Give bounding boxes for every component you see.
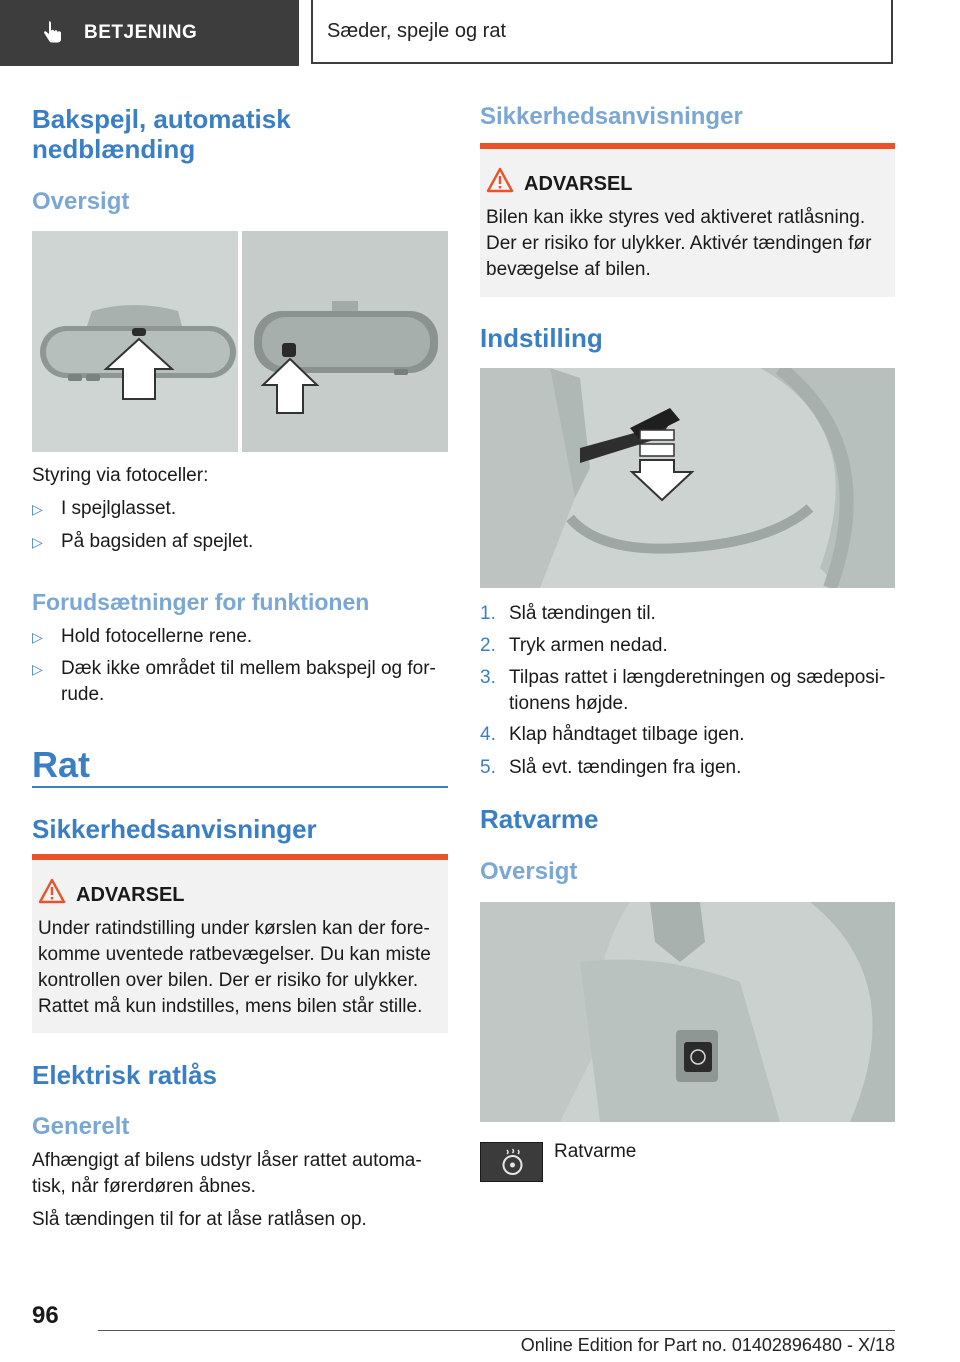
control-text: Styring via fotoceller: bbox=[32, 465, 209, 486]
control-bullet-1 bbox=[32, 496, 176, 522]
prereq-bullet-2-cont: rude. bbox=[61, 684, 105, 705]
step-4 bbox=[480, 722, 745, 748]
lock-heading: Elektrisk ratlås bbox=[32, 1060, 218, 1090]
steering-heating-photo bbox=[480, 902, 895, 1122]
rat-rule bbox=[32, 786, 448, 788]
bullet-text: På bagsiden af spejlet. bbox=[61, 531, 254, 552]
warning-title: ADVARSEL bbox=[524, 173, 633, 195]
step-number: 2. bbox=[480, 635, 496, 656]
warning-text bbox=[38, 916, 438, 1020]
bullet-text: Hold fotocellerne rene. bbox=[61, 626, 253, 647]
chapter-title: Sæder, spejle og rat bbox=[311, 0, 893, 64]
warning-title: ADVARSEL bbox=[76, 884, 185, 906]
prereq-bullet-1 bbox=[32, 624, 252, 650]
left-warning-box bbox=[32, 854, 448, 1033]
bullet-triangle-icon: ▷ bbox=[32, 534, 43, 550]
edition-text: Online Edition for Part no. 01402896480 - X/18 bbox=[520, 1335, 895, 1355]
mirror-heading-line1: Bakspejl, automatisk bbox=[32, 104, 291, 134]
control-bullet-2 bbox=[32, 529, 253, 555]
mirror-photo bbox=[32, 231, 448, 452]
page-number: 96 bbox=[32, 1302, 59, 1329]
steering-heat-icon bbox=[481, 1143, 543, 1182]
warning-line: Under ratindstilling under kørslen kan der fore- bbox=[38, 918, 430, 939]
heating-button-caption: Ratvarme bbox=[554, 1141, 637, 1162]
page-header bbox=[0, 0, 960, 66]
step-number: 1. bbox=[480, 603, 496, 624]
adjust-heading: Indstilling bbox=[480, 323, 603, 353]
steering-adjust-photo bbox=[480, 368, 895, 588]
prereq-heading: Forudsætninger for funktionen bbox=[32, 589, 370, 615]
mirror-heading-line2: nedblænding bbox=[32, 134, 196, 164]
unlock-text: Slå tændingen til for at låse ratlåsen op. bbox=[32, 1209, 367, 1230]
steering-lever-illustration bbox=[480, 368, 895, 588]
general-line: Afhængigt af bilens udstyr låser rattet automa- bbox=[32, 1150, 422, 1171]
step-1 bbox=[480, 601, 656, 627]
rat-heading: Rat bbox=[32, 744, 91, 785]
heating-heading: Ratvarme bbox=[480, 804, 599, 834]
bullet-triangle-icon: ▷ bbox=[32, 501, 43, 517]
step-3 bbox=[480, 665, 899, 691]
section-tab-label: BETJENING bbox=[84, 22, 198, 43]
warning-text bbox=[486, 205, 886, 283]
warning-line: Rattet må kun indstilles, mens bilen står stille. bbox=[38, 996, 423, 1017]
step-text: Slå tændingen til. bbox=[509, 603, 656, 624]
heating-overview-heading: Oversigt bbox=[480, 858, 578, 885]
mirror-heading bbox=[32, 104, 448, 164]
step-text: Tryk armen nedad. bbox=[509, 635, 668, 656]
warning-triangle-icon bbox=[38, 878, 66, 904]
step-3-cont: tionens højde. bbox=[509, 693, 629, 714]
rearview-mirror-illustration bbox=[32, 231, 448, 452]
section-tab bbox=[0, 0, 299, 66]
step-number: 3. bbox=[480, 667, 496, 688]
bullet-triangle-icon: ▷ bbox=[32, 661, 43, 677]
warning-line: kontrollen over bilen. Der er risiko for ulykker. bbox=[38, 970, 419, 991]
footer-rule bbox=[98, 1330, 895, 1331]
right-safety-heading: Sikkerhedsanvisninger bbox=[480, 103, 743, 130]
bullet-triangle-icon: ▷ bbox=[32, 629, 43, 645]
bullet-text: Dæk ikke området til mellem bakspejl og for- bbox=[61, 658, 436, 679]
heated-steering-button bbox=[480, 1142, 543, 1182]
steering-column-illustration bbox=[480, 902, 895, 1122]
prereq-bullet-2 bbox=[32, 656, 451, 682]
left-safety-heading: Sikkerhedsanvisninger bbox=[32, 814, 317, 844]
step-number: 5. bbox=[480, 757, 496, 778]
step-text: Slå evt. tændingen fra igen. bbox=[509, 757, 742, 778]
step-text: Klap håndtaget tilbage igen. bbox=[509, 724, 745, 745]
warning-triangle-icon bbox=[486, 167, 514, 193]
general-line: tisk, når førerdøren åbnes. bbox=[32, 1176, 256, 1197]
mirror-overview-heading: Oversigt bbox=[32, 188, 130, 215]
right-warning-box bbox=[480, 143, 895, 297]
warning-line: bevægelse af bilen. bbox=[486, 259, 651, 280]
step-5 bbox=[480, 755, 741, 781]
general-heading: Generelt bbox=[32, 1113, 130, 1140]
warning-line: Bilen kan ikke styres ved aktiveret ratlåsning. bbox=[486, 207, 866, 228]
general-text bbox=[32, 1148, 422, 1200]
step-number: 4. bbox=[480, 724, 496, 745]
warning-line: Der er risiko for ulykker. Aktivér tændingen før bbox=[486, 233, 872, 254]
hand-pointer-icon bbox=[40, 20, 66, 46]
step-2 bbox=[480, 633, 668, 659]
warning-line: komme uventede ratbevægelser. Du kan miste bbox=[38, 944, 431, 965]
step-text: Tilpas rattet i længderetningen og sædeposi- bbox=[509, 667, 886, 688]
bullet-text: I spejlglasset. bbox=[61, 498, 177, 519]
